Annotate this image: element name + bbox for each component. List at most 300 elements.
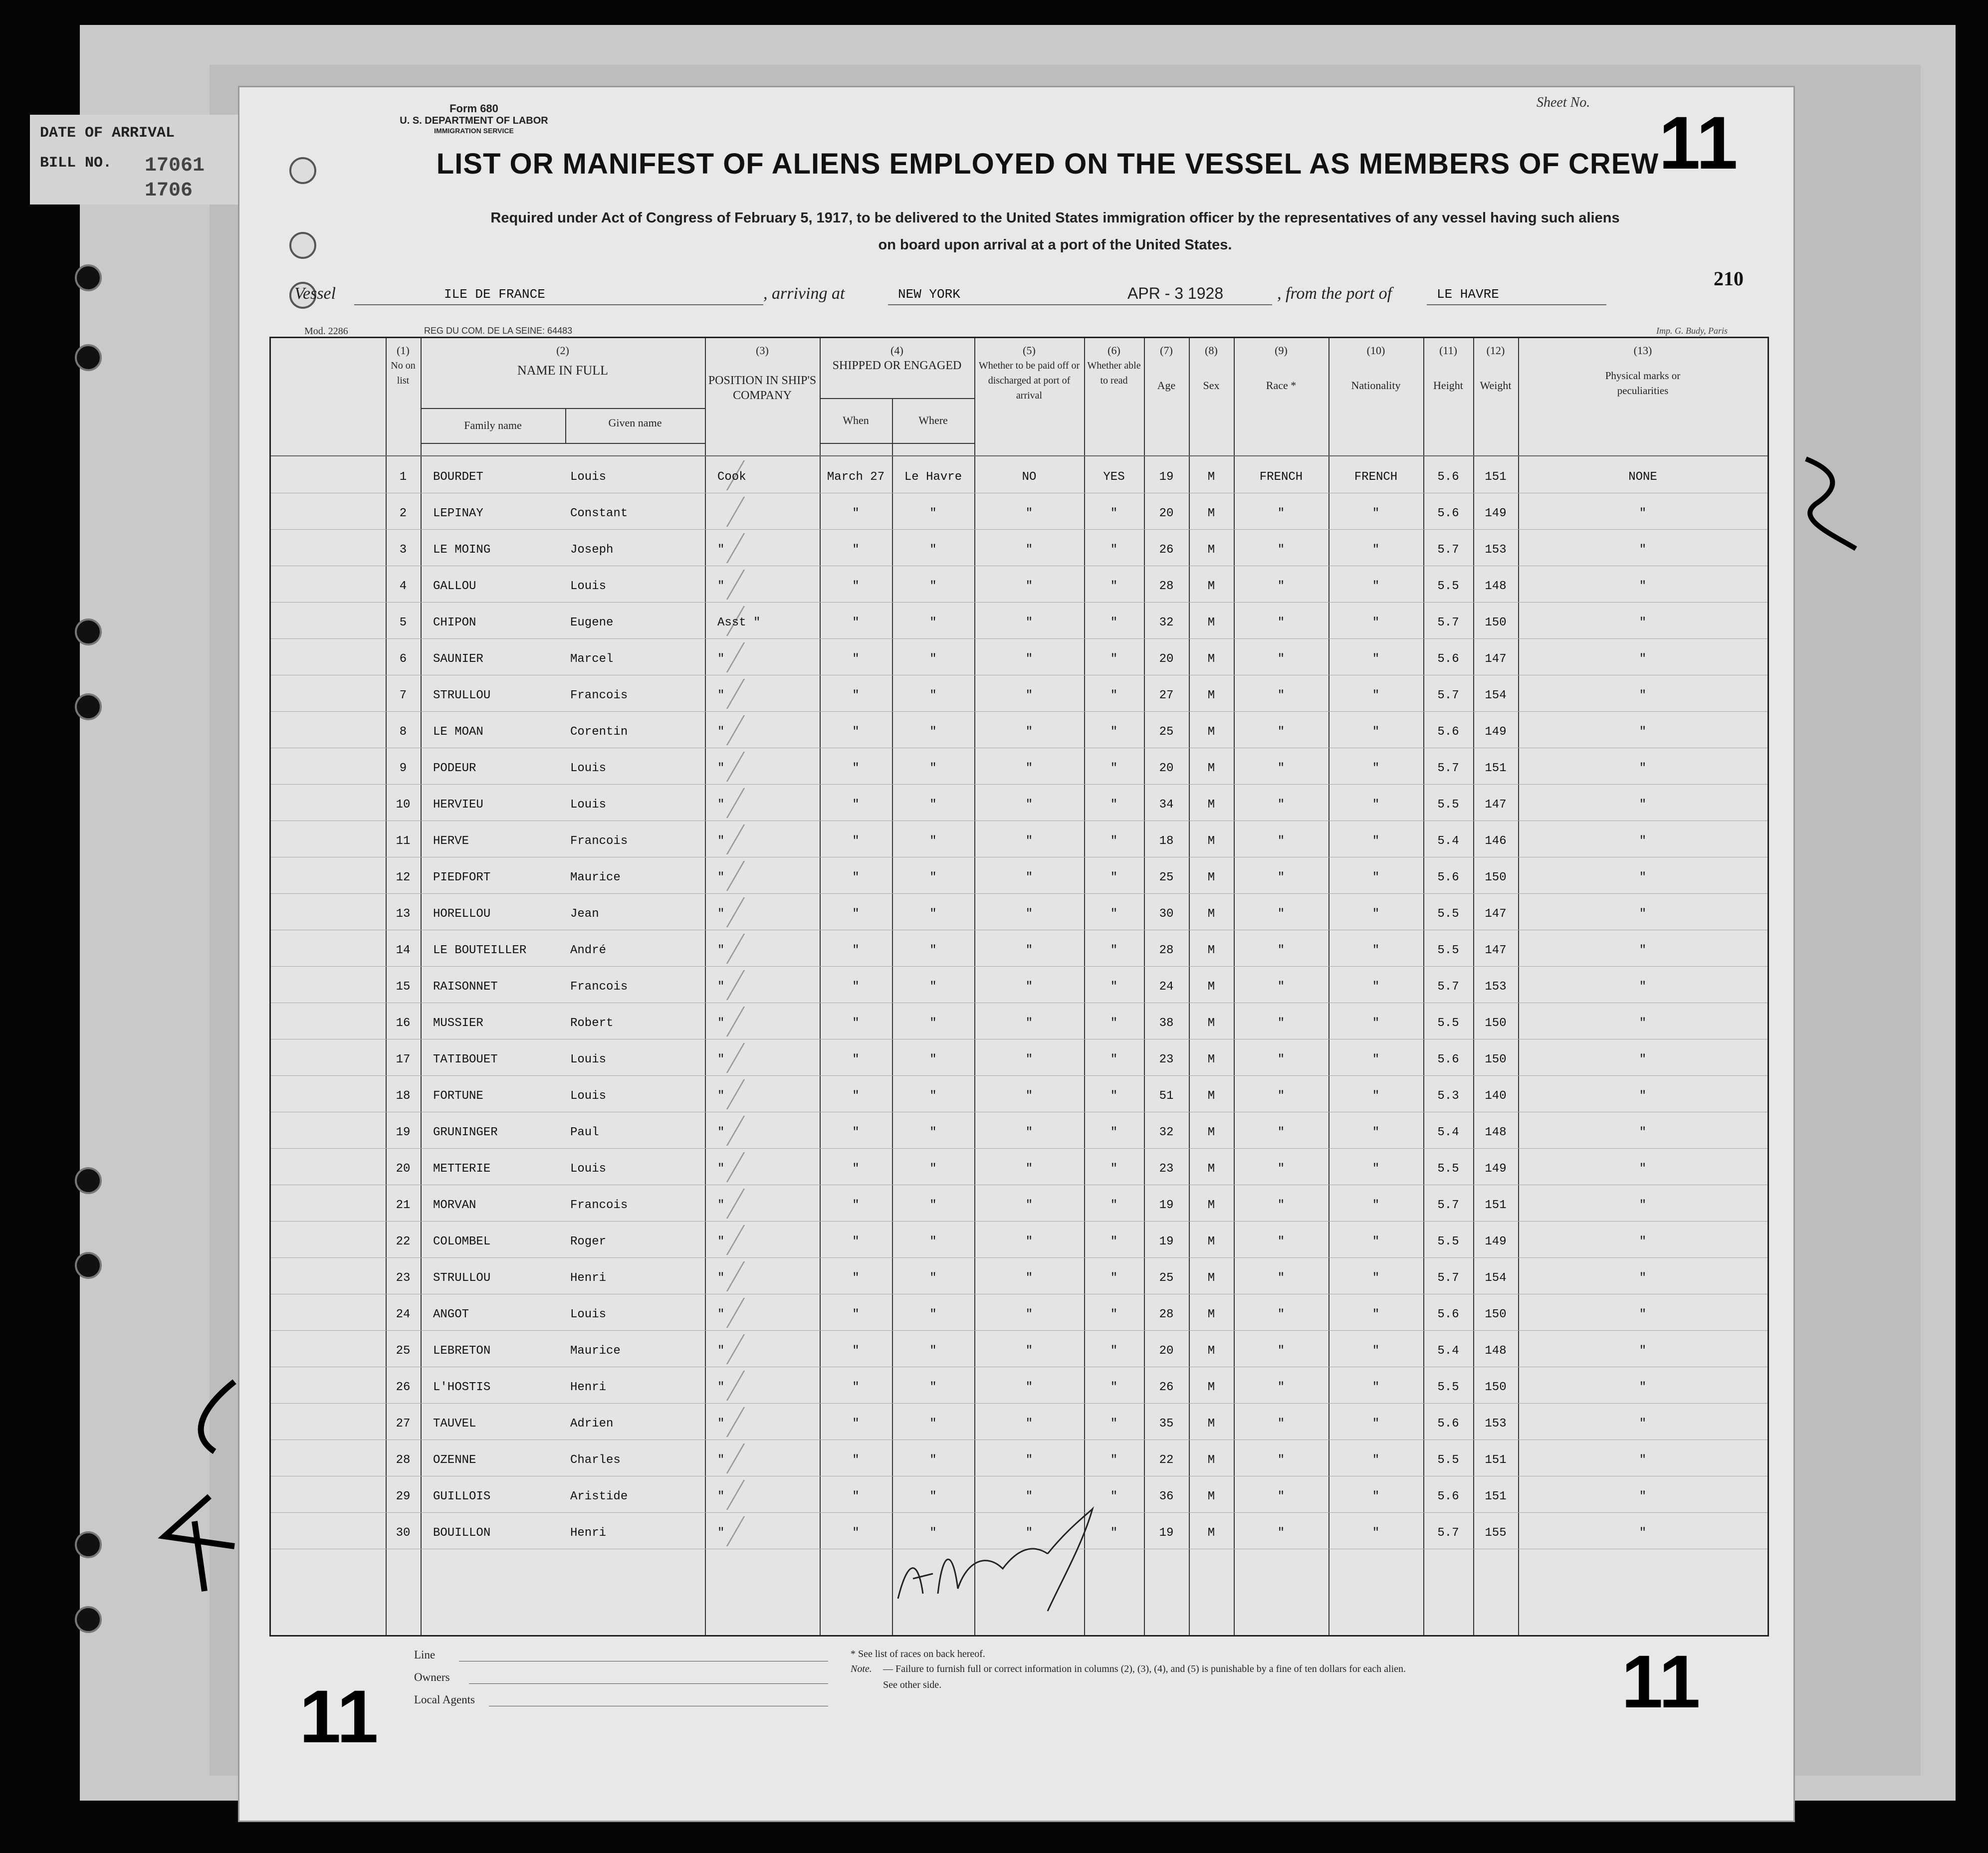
cell-given: Henri — [570, 1271, 607, 1285]
sheet-number: 11 — [1659, 101, 1738, 185]
cell-race: " — [1277, 1162, 1285, 1176]
cell-no: 25 — [396, 1344, 411, 1358]
cell-given: Louis — [570, 1089, 607, 1103]
cell-read: " — [1110, 1453, 1118, 1467]
col3-header: (3) POSITION IN SHIP'S COMPANY — [708, 344, 817, 402]
cell-family: LE MOAN — [433, 725, 483, 739]
cell-when: " — [852, 834, 860, 848]
cell-given: Paul — [570, 1126, 599, 1139]
cell-family: MORVAN — [433, 1199, 476, 1212]
cell-where: " — [929, 543, 937, 557]
col4a-header: When — [843, 414, 869, 426]
cell-no: 5 — [399, 616, 407, 629]
cell-sex: M — [1207, 1417, 1215, 1431]
cell-nat: " — [1372, 1126, 1380, 1139]
cell-marks: " — [1639, 580, 1647, 593]
cell-when: " — [852, 1526, 860, 1540]
cell-given: Constant — [570, 507, 628, 520]
cell-sex: M — [1207, 1381, 1215, 1394]
cell-marks: " — [1639, 725, 1647, 739]
cell-no: 20 — [396, 1162, 411, 1176]
cell-age: 34 — [1159, 798, 1174, 812]
cell-marks: " — [1639, 689, 1647, 702]
cell-given: Robert — [570, 1017, 614, 1030]
registry: REG DU COM. DE LA SEINE: 64483 — [424, 326, 573, 336]
cell-when: " — [852, 1490, 860, 1503]
row-rule — [271, 711, 1767, 712]
cell-height: 5.7 — [1437, 980, 1459, 994]
check-mark — [726, 1116, 780, 1146]
cell-height: 5.6 — [1437, 1308, 1459, 1321]
cell-when: " — [852, 616, 860, 629]
cell-age: 32 — [1159, 616, 1174, 629]
cell-age: 28 — [1159, 580, 1174, 593]
cell-no: 26 — [396, 1381, 411, 1394]
check-mark — [726, 1261, 780, 1291]
cell-weight: 153 — [1485, 543, 1507, 557]
cell-read: " — [1110, 1199, 1118, 1212]
form-number: Form 680 — [449, 102, 498, 115]
check-mark — [726, 1007, 780, 1036]
cell-age: 25 — [1159, 871, 1174, 884]
cell-where: " — [929, 1162, 937, 1176]
cell-given: Louis — [570, 580, 607, 593]
cell-nat: " — [1372, 652, 1380, 666]
check-mark — [726, 1516, 780, 1546]
row-rule — [271, 966, 1767, 967]
cell-no: 18 — [396, 1089, 411, 1103]
cell-age: 19 — [1159, 470, 1174, 484]
cell-marks: NONE — [1628, 470, 1657, 484]
cell-sex: M — [1207, 725, 1215, 739]
cell-nat: " — [1372, 543, 1380, 557]
cell-no: 10 — [396, 798, 411, 812]
cell-weight: 147 — [1485, 944, 1507, 957]
cell-height: 5.6 — [1437, 652, 1459, 666]
cell-race: " — [1277, 652, 1285, 666]
cell-when: " — [852, 1017, 860, 1030]
cell-marks: " — [1639, 1162, 1647, 1176]
cell-read: " — [1110, 507, 1118, 520]
cell-sex: M — [1207, 1235, 1215, 1248]
check-mark — [726, 788, 780, 818]
cell-position: " — [717, 980, 725, 994]
check-mark — [726, 497, 780, 527]
cell-sex: M — [1207, 907, 1215, 921]
row-rule — [271, 529, 1767, 530]
cell-weight: 149 — [1485, 507, 1507, 520]
cell-height: 5.6 — [1437, 1417, 1459, 1431]
page-number-left: 11 — [299, 1674, 379, 1758]
date-underline — [1122, 304, 1272, 305]
cell-nat: " — [1372, 944, 1380, 957]
cell-when: " — [852, 689, 860, 702]
cell-position: " — [717, 1053, 725, 1066]
col4-header: (4) SHIPPED OR ENGAGED — [832, 344, 962, 372]
cell-sex: M — [1207, 1053, 1215, 1066]
cell-where: " — [929, 907, 937, 921]
cell-given: André — [570, 944, 607, 957]
cell-nat: " — [1372, 1053, 1380, 1066]
cell-race: " — [1277, 1381, 1285, 1394]
cell-height: 5.5 — [1437, 1453, 1459, 1467]
cell-sex: M — [1207, 1344, 1215, 1358]
page-subtitle — [364, 205, 1746, 258]
cell-height: 5.7 — [1437, 616, 1459, 629]
cell-family: TAUVEL — [433, 1417, 476, 1431]
page-number-right: 11 — [1621, 1640, 1701, 1723]
cell-race: " — [1277, 871, 1285, 884]
cell-when: " — [852, 1453, 860, 1467]
check-mark — [726, 1189, 780, 1219]
cell-no: 14 — [396, 944, 411, 957]
cell-age: 28 — [1159, 944, 1174, 957]
cell-marks: " — [1639, 543, 1647, 557]
cell-given: Francois — [570, 834, 628, 848]
cell-read: " — [1110, 1017, 1118, 1030]
cell-read: " — [1110, 1271, 1118, 1285]
cell-nat: " — [1372, 1089, 1380, 1103]
cell-height: 5.6 — [1437, 1490, 1459, 1503]
cell-age: 51 — [1159, 1089, 1174, 1103]
cell-marks: " — [1639, 652, 1647, 666]
cell-weight: 153 — [1485, 980, 1507, 994]
cell-position: " — [717, 725, 725, 739]
col11-header: (11) Height — [1433, 344, 1463, 392]
cell-where: " — [929, 1526, 937, 1540]
cell-given: Francois — [570, 1199, 628, 1212]
cell-position: Cook — [717, 470, 746, 484]
col12-header: (12) Weight — [1480, 344, 1512, 392]
cell-marks: " — [1639, 980, 1647, 994]
cell-race: " — [1277, 543, 1285, 557]
punch-hole — [75, 1606, 102, 1633]
cell-read: " — [1110, 1235, 1118, 1248]
cell-nat: " — [1372, 834, 1380, 848]
row-rule — [271, 1075, 1767, 1076]
page-title: LIST OR MANIFEST OF ALIENS EMPLOYED ON THE VESSEL AS MEMBERS OF CREW — [436, 148, 1659, 180]
cell-where: " — [929, 980, 937, 994]
check-mark — [726, 1152, 780, 1182]
cell-when: " — [852, 1235, 860, 1248]
cell-age: 26 — [1159, 543, 1174, 557]
col5-header: (5) Whether to be paid off or discharged at port of arrival — [978, 344, 1080, 401]
cell-sex: M — [1207, 470, 1215, 484]
cell-marks: " — [1639, 1490, 1647, 1503]
cell-family: OZENNE — [433, 1453, 476, 1467]
cell-read: " — [1110, 1089, 1118, 1103]
margin-mark — [1786, 449, 1876, 559]
punch-hole — [289, 232, 316, 259]
cell-weight: 150 — [1485, 1381, 1507, 1394]
check-mark — [726, 715, 780, 745]
check-mark — [726, 752, 780, 782]
cell-family: TATIBOUET — [433, 1053, 498, 1066]
cell-where: " — [929, 1053, 937, 1066]
cell-nat: " — [1372, 616, 1380, 629]
cell-where: " — [929, 798, 937, 812]
subtitle-line-1: Required under Act of Congress of February 5, 1917, to be delivered to the United States immigration officer by the representatives of any vessel having such aliens — [490, 210, 1620, 226]
cell-weight: 147 — [1485, 907, 1507, 921]
cell-position: " — [717, 944, 725, 957]
cell-marks: " — [1639, 1199, 1647, 1212]
cell-read: " — [1110, 616, 1118, 629]
cell-nat: " — [1372, 1417, 1380, 1431]
cell-height: 5.6 — [1437, 507, 1459, 520]
cell-when: " — [852, 507, 860, 520]
cell-given: Corentin — [570, 725, 628, 739]
row-rule — [271, 1148, 1767, 1149]
punch-hole — [75, 618, 102, 645]
cell-position: " — [717, 1490, 725, 1503]
col9-header: (9) Race * — [1266, 344, 1297, 392]
cell-height: 5.6 — [1437, 725, 1459, 739]
cell-nat: " — [1372, 1453, 1380, 1467]
cell-where: " — [929, 616, 937, 629]
cell-marks: " — [1639, 834, 1647, 848]
cell-age: 19 — [1159, 1199, 1174, 1212]
cell-family: HERVIEU — [433, 798, 483, 812]
col10-header: (10) Nationality — [1351, 344, 1401, 392]
cell-position: " — [717, 1162, 725, 1176]
cell-given: Louis — [570, 1162, 607, 1176]
cell-position: " — [717, 1199, 725, 1212]
cell-position: " — [717, 1089, 725, 1103]
cell-weight: 150 — [1485, 1308, 1507, 1321]
cell-position: " — [717, 1417, 725, 1431]
cell-position: " — [717, 762, 725, 775]
punch-hole — [75, 344, 102, 371]
cell-when: " — [852, 1199, 860, 1212]
cell-paid: " — [1025, 1017, 1033, 1030]
cell-sex: M — [1207, 1271, 1215, 1285]
cell-age: 36 — [1159, 1490, 1174, 1503]
col7-header: (7) Age — [1157, 344, 1176, 392]
cell-weight: 150 — [1485, 616, 1507, 629]
cell-sex: M — [1207, 762, 1215, 775]
cell-family: METTERIE — [433, 1162, 491, 1176]
row-rule — [271, 1330, 1767, 1331]
cell-read: " — [1110, 1053, 1118, 1066]
cell-marks: " — [1639, 1017, 1647, 1030]
cell-nat: " — [1372, 1381, 1380, 1394]
cell-height: 5.3 — [1437, 1089, 1459, 1103]
cell-family: CHIPON — [433, 616, 476, 629]
cell-sex: M — [1207, 652, 1215, 666]
cell-weight: 154 — [1485, 1271, 1507, 1285]
cell-no: 12 — [396, 871, 411, 884]
cell-given: Roger — [570, 1235, 607, 1248]
cell-paid: " — [1025, 834, 1033, 848]
cell-paid: " — [1025, 507, 1033, 520]
cell-no: 29 — [396, 1490, 411, 1503]
punch-hole — [75, 1252, 102, 1279]
cell-sex: M — [1207, 507, 1215, 520]
cell-race: " — [1277, 1344, 1285, 1358]
cell-no: 28 — [396, 1453, 411, 1467]
cell-race: " — [1277, 1017, 1285, 1030]
cell-family: HORELLOU — [433, 907, 491, 921]
cell-weight: 151 — [1485, 1490, 1507, 1503]
check-mark — [726, 1480, 780, 1510]
cell-where: Le Havre — [904, 470, 962, 484]
cell-read: " — [1110, 1344, 1118, 1358]
cell-when: " — [852, 980, 860, 994]
cell-no: 23 — [396, 1271, 411, 1285]
cell-where: " — [929, 1089, 937, 1103]
cell-where: " — [929, 762, 937, 775]
check-mark — [726, 934, 780, 964]
cell-marks: " — [1639, 1126, 1647, 1139]
cell-position: " — [717, 652, 725, 666]
check-mark — [726, 1371, 780, 1401]
cell-family: SAUNIER — [433, 652, 483, 666]
cell-age: 25 — [1159, 1271, 1174, 1285]
cell-height: 5.5 — [1437, 798, 1459, 812]
cell-given: Maurice — [570, 1344, 621, 1358]
cell-where: " — [929, 1417, 937, 1431]
local-agents-label: Local Agents — [414, 1693, 475, 1706]
cell-weight: 154 — [1485, 689, 1507, 702]
sheet-no-label: Sheet No. — [1537, 95, 1590, 110]
cell-marks: " — [1639, 871, 1647, 884]
punch-hole — [75, 264, 102, 291]
cell-race: " — [1277, 1126, 1285, 1139]
cell-nat: " — [1372, 907, 1380, 921]
cell-marks: " — [1639, 1453, 1647, 1467]
cell-paid: " — [1025, 689, 1033, 702]
cell-no: 1 — [399, 470, 407, 484]
cell-race: " — [1277, 507, 1285, 520]
cell-age: 19 — [1159, 1235, 1174, 1248]
cell-marks: " — [1639, 507, 1647, 520]
cell-sex: M — [1207, 834, 1215, 848]
bill-no-value: 17061 — [145, 155, 205, 177]
cell-weight: 150 — [1485, 871, 1507, 884]
cell-age: 32 — [1159, 1126, 1174, 1139]
check-mark — [726, 1225, 780, 1255]
cell-height: 5.6 — [1437, 871, 1459, 884]
cell-no: 27 — [396, 1417, 411, 1431]
cell-sex: M — [1207, 798, 1215, 812]
cell-nat: " — [1372, 1199, 1380, 1212]
cell-race: " — [1277, 1199, 1285, 1212]
punch-hole — [75, 1531, 102, 1558]
cell-given: Adrien — [570, 1417, 614, 1431]
cell-weight: 148 — [1485, 1344, 1507, 1358]
cell-weight: 140 — [1485, 1089, 1507, 1103]
cell-age: 35 — [1159, 1417, 1174, 1431]
check-mark — [726, 1443, 780, 1473]
line-label: Line — [414, 1648, 436, 1661]
cell-sex: M — [1207, 980, 1215, 994]
cell-no: 13 — [396, 907, 411, 921]
cell-height: 5.7 — [1437, 1271, 1459, 1285]
cell-paid: " — [1025, 580, 1033, 593]
cell-height: 5.7 — [1437, 762, 1459, 775]
cell-race: " — [1277, 725, 1285, 739]
cell-position: " — [717, 580, 725, 593]
crew-table — [269, 337, 1769, 1637]
cell-height: 5.7 — [1437, 1199, 1459, 1212]
cell-family: LE BOUTEILLER — [433, 944, 527, 957]
note-label: Note. — [851, 1663, 872, 1674]
cell-when: " — [852, 762, 860, 775]
cell-race: " — [1277, 580, 1285, 593]
cell-where: " — [929, 944, 937, 957]
cell-when: " — [852, 725, 860, 739]
cell-nat: " — [1372, 980, 1380, 994]
cell-height: 5.5 — [1437, 1235, 1459, 1248]
cell-sex: M — [1207, 1162, 1215, 1176]
cell-where: " — [929, 871, 937, 884]
cell-race: " — [1277, 980, 1285, 994]
col6-header: (6) Whether able to read — [1087, 344, 1141, 386]
cell-no: 2 — [399, 507, 407, 520]
check-mark — [726, 642, 780, 672]
cell-given: Henri — [570, 1381, 607, 1394]
see-other-side: See other side. — [883, 1679, 942, 1690]
cell-no: 11 — [396, 834, 411, 848]
cell-height: 5.5 — [1437, 1017, 1459, 1030]
cell-age: 18 — [1159, 834, 1174, 848]
cell-read: " — [1110, 1308, 1118, 1321]
cell-age: 19 — [1159, 1526, 1174, 1540]
cell-position: " — [717, 689, 725, 702]
check-mark — [726, 1298, 780, 1328]
check-mark — [726, 970, 780, 1000]
cell-nat: " — [1372, 1017, 1380, 1030]
cell-when: " — [852, 1053, 860, 1066]
cell-paid: " — [1025, 1126, 1033, 1139]
subtitle-line-2: on board upon arrival at a port of the United States. — [878, 237, 1232, 253]
cell-sex: M — [1207, 616, 1215, 629]
cell-age: 24 — [1159, 980, 1174, 994]
cell-paid: " — [1025, 1089, 1033, 1103]
cell-weight: 151 — [1485, 470, 1507, 484]
cell-weight: 151 — [1485, 762, 1507, 775]
cell-paid: " — [1025, 616, 1033, 629]
cell-paid: " — [1025, 1417, 1033, 1431]
cell-nat: " — [1372, 1308, 1380, 1321]
cell-no: 4 — [399, 580, 407, 593]
cell-when: " — [852, 798, 860, 812]
col2a-header: Family name — [464, 419, 522, 431]
cell-no: 9 — [399, 762, 407, 775]
cell-read: " — [1110, 798, 1118, 812]
cell-weight: 153 — [1485, 1417, 1507, 1431]
cell-nat: " — [1372, 507, 1380, 520]
cell-where: " — [929, 725, 937, 739]
col8-header: (8) Sex — [1203, 344, 1220, 392]
cell-family: BOURDET — [433, 470, 483, 484]
note-text: — Failure to furnish full or correct information in columns (2), (3), (4), and (5) is punishable by a fine of ten dollars for each alien. — [883, 1663, 1406, 1674]
col4b-header: Where — [918, 414, 948, 426]
cell-sex: M — [1207, 944, 1215, 957]
cell-where: " — [929, 1235, 937, 1248]
cell-nat: " — [1372, 762, 1380, 775]
cell-paid: " — [1025, 1053, 1033, 1066]
from-underline — [1427, 304, 1606, 305]
cell-paid: " — [1025, 543, 1033, 557]
corner-number: 210 — [1714, 267, 1744, 290]
cell-height: 5.4 — [1437, 1126, 1459, 1139]
cell-where: " — [929, 1453, 937, 1467]
cell-weight: 147 — [1485, 798, 1507, 812]
cell-when: March 27 — [827, 470, 885, 484]
cell-where: " — [929, 652, 937, 666]
bill-no-value-2: 1706 — [145, 180, 193, 202]
